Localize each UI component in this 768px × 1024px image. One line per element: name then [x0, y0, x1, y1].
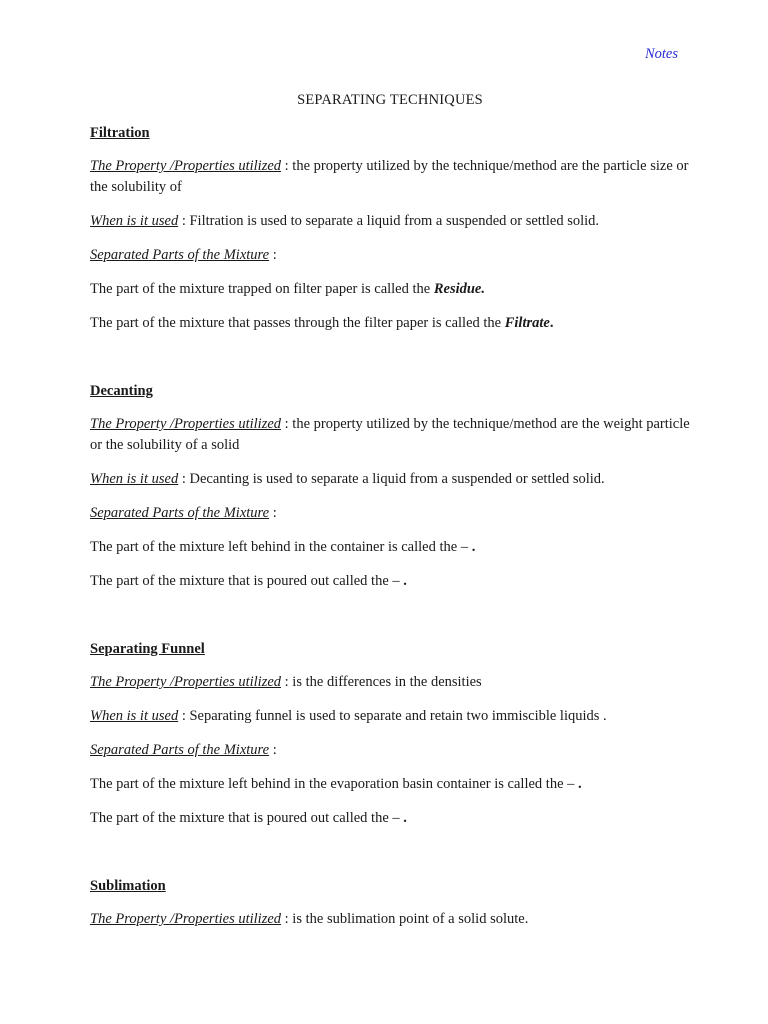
part2-end: .: [403, 810, 407, 826]
section-separating-funnel: [90, 639, 690, 829]
part1-end: .: [578, 776, 582, 792]
parts-label: Separated Parts of the Mixture: [90, 742, 270, 758]
when-text: : Decanting is used to separate a liquid from a suspended or settled solid.: [178, 471, 605, 487]
parts-label: Separated Parts of the Mixture: [90, 247, 270, 263]
part1-text: The part of the mixture left behind in the container is called the –: [90, 539, 472, 555]
section-spacer: [90, 347, 690, 381]
part1-line: [90, 279, 690, 300]
document-body: [90, 92, 690, 943]
part2-text: The part of the mixture that is poured out called the –: [90, 573, 404, 589]
part1-line: [90, 774, 690, 795]
when-text: : Separating funnel is used to separate and retain two immiscible liquids .: [178, 708, 607, 724]
parts-line: [90, 740, 690, 761]
property-label: The Property /Properties utilized: [90, 416, 282, 432]
when-line: [90, 706, 690, 727]
page-title: SEPARATING TECHNIQUES: [297, 92, 483, 108]
parts-suffix: :: [269, 247, 277, 263]
part2-line: [90, 313, 690, 334]
part2-text: The part of the mixture that passes through the filter paper is called the: [90, 315, 505, 331]
section-decanting: [90, 381, 690, 592]
part2-line: [90, 808, 690, 829]
property-line: [90, 909, 690, 930]
property-text: : the property utilized by the technique/method are the particle size or the solubility of: [90, 158, 689, 195]
part1-line: [90, 537, 690, 558]
when-label: When is it used: [90, 708, 179, 724]
when-text: : Filtration is used to separate a liquid from a suspended or settled solid.: [178, 213, 600, 229]
filtrate-term: Filtrate: [504, 315, 550, 331]
part1-text: The part of the mixture trapped on filter paper is called the: [90, 281, 434, 297]
parts-suffix: :: [269, 742, 277, 758]
section-sublimation: [90, 876, 690, 930]
property-label: The Property /Properties utilized: [90, 911, 282, 927]
property-label: The Property /Properties utilized: [90, 158, 282, 174]
when-line: [90, 469, 690, 490]
section-spacer: [90, 605, 690, 639]
property-text: : is the sublimation point of a solid solute.: [281, 911, 529, 927]
section-heading-filtration: Filtration: [90, 125, 150, 141]
part2-text: The part of the mixture that is poured out called the –: [90, 810, 404, 826]
property-text: : is the differences in the densities: [281, 674, 482, 690]
parts-line: [90, 245, 690, 266]
parts-label: Separated Parts of the Mixture: [90, 505, 270, 521]
part1-text: The part of the mixture left behind in the evaporation basin container is called the –: [90, 776, 579, 792]
section-spacer: [90, 842, 690, 876]
property-line: [90, 156, 690, 198]
section-heading-sublimation: Sublimation: [90, 878, 166, 894]
property-line: [90, 414, 690, 456]
parts-suffix: :: [269, 505, 277, 521]
residue-term: Residue.: [433, 281, 485, 297]
property-line: [90, 672, 690, 693]
part2-line: [90, 571, 690, 592]
when-label: When is it used: [90, 213, 179, 229]
notes-label: Notes: [644, 46, 678, 62]
when-line: [90, 211, 690, 232]
section-heading-separating-funnel: Separating Funnel: [90, 641, 205, 657]
parts-line: [90, 503, 690, 524]
part1-end: .: [471, 539, 476, 555]
when-label: When is it used: [90, 471, 179, 487]
section-filtration: [90, 123, 690, 334]
property-text: : the property utilized by the technique/method are the weight particle or the solubility of a solid: [90, 416, 690, 453]
part2-end: .: [549, 315, 554, 331]
part2-end: .: [403, 573, 407, 589]
property-label: The Property /Properties utilized: [90, 674, 282, 690]
section-heading-decanting: Decanting: [90, 383, 153, 399]
